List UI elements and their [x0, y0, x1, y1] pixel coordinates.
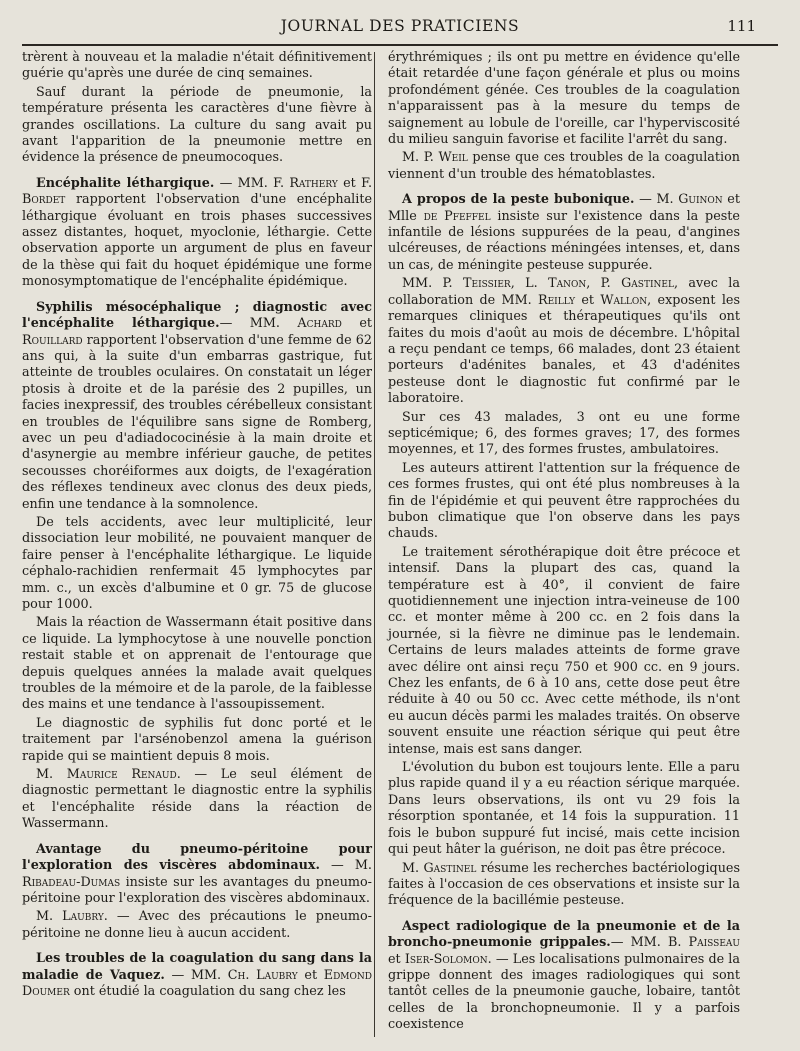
- text-run: et: [575, 292, 601, 308]
- text-run: M.: [402, 860, 424, 876]
- section-heading: Les troubles de la coagulation du sang dans la maladie de Vaquez.: [22, 951, 372, 983]
- author-name: F. Rathery: [273, 175, 338, 191]
- author-name: Rouillard: [22, 332, 83, 348]
- author-name: Iser-Solomon: [404, 951, 488, 967]
- text-run: M. P.: [402, 150, 439, 166]
- section-body: . — Les localisations pulmonaires de la grippe donnent des images radiologiques qui sont tantôt celles de la pneumonie gauche, lobaire, tantôt celles de la bronchopneumonie. Il y a parfois coexistence: [388, 951, 740, 1033]
- text-run: résume les recherches bactériologiques faites à l'occasion de ces observations et insiste sur la fréquence de la bacillémie pesteuse.: [388, 860, 741, 909]
- section-aspect-radiologique: [388, 919, 740, 1034]
- text-run: M.: [36, 909, 63, 925]
- author-name: Teissier: [463, 276, 511, 292]
- text-run: M.: [36, 767, 67, 783]
- journal-title: JOURNAL DES PRATICIENS: [280, 17, 520, 35]
- author-name: F. Bordet: [22, 175, 372, 208]
- paragraph: Le diagnostic de syphilis fut donc porté et le traitement par l'arsénobenzol amena la guérison rapide qui se maintient depuis 8 mois.: [22, 715, 372, 764]
- author-name: Maurice Renaud: [66, 767, 177, 783]
- text-run: , avec la collaboration de MM.: [388, 276, 740, 308]
- section-body: rapportent l'observation d'une encéphalite léthargique évoluant en trois phases successives assez distantes, hoquet, myoclonie, léthargie. Cette observation apporte un argument de plus en faveur de la thèse qui fait du hoquet épidémique une forme monosymptomatique de l'encéphalite épidémique.: [22, 192, 372, 290]
- section-pneumo-peritoine: [22, 842, 372, 908]
- author-name: Laubry: [62, 909, 104, 925]
- author-name: Edmond Doumer: [22, 967, 372, 999]
- author-name: Ribadeau-Dumas: [22, 874, 121, 890]
- text-run: , L.: [510, 276, 549, 292]
- author-name: Achard: [297, 316, 342, 332]
- paragraph: [22, 909, 372, 942]
- paragraph: [388, 276, 740, 407]
- section-body: ont étudié la coagulation du sang chez les: [69, 983, 346, 999]
- author-name: de Pfeffel: [423, 208, 491, 224]
- text-run: pense que ces troubles de la coagulation viennent d'un trouble des hématoblastes.: [388, 150, 741, 182]
- text-run: et Mlle: [388, 192, 740, 224]
- text-run: — MM.: [164, 967, 228, 983]
- paragraph: De tels accidents, avec leur multiplicité, leur dissociation leur mobilité, ne pouvaient manquer de faire penser à l'encéphalite léthargique. Le liquide céphalo-rachidien renfermait 45 lymphocytes par mm. c., un excès d'albumine et 0 gr. 75 de glucose pour 1000.: [22, 514, 372, 612]
- paragraph: Mais la réaction de Wassermann était positive dans ce liquide. La lymphocytose à une nouvelle ponction restait stable et on apprenait de l'entourage que depuis quelques années la malade avait quelques troubles de la mémoire et de la parole, de la faiblesse des mains et une tendance à l'assoupissement.: [22, 615, 372, 713]
- paragraph: Sauf durant la période de pneumonie, la température présenta les caractères d'une fièvre à grandes oscillations. La culture du sang avait pu avant l'apparition de la pneumonie mettre en évidence la présence de pneumocoques.: [22, 84, 372, 166]
- text-run: — MM. B.: [610, 935, 689, 951]
- author-name: Gastinel: [423, 860, 477, 876]
- text-run: MM. P.: [402, 276, 463, 292]
- text-run: et: [337, 175, 362, 191]
- author-name: Guinon: [678, 192, 723, 208]
- section-encephalite: [22, 176, 372, 291]
- section-heading: Aspect radiologique de la pneumonie et de la broncho-pneumonie grippales.: [388, 918, 740, 951]
- author-name: Gastinel: [621, 276, 674, 292]
- section-heading: Avantage du pneumo-péritoine pour l'exploration des viscères abdominaux.: [22, 841, 372, 874]
- page-header: [22, 14, 778, 46]
- column-divider: [374, 52, 375, 1037]
- text-run: et: [388, 951, 405, 967]
- text-run: . — Le seul élément de diagnostic permettant le diagnostic entre la syphilis et l'encéphalite réside dans la réaction de Wassermann.: [22, 767, 372, 832]
- paragraph: érythrémiques ; ils ont pu mettre en évidence qu'elle était retardée d'une façon générale et plus ou moins profondément génée. Ces troubles de la coagulation n'apparaissent pas à la mesure du temps de saignement au lobule de l'oreille, car l'hyperviscosité du milieu sanguin favorise et facilite l'arrêt du sang.: [388, 50, 740, 148]
- author-name: Reilly: [538, 292, 576, 308]
- right-column: [388, 50, 740, 1036]
- paragraph: Le traitement sérothérapique doit être précoce et intensif. Dans la plupart des cas, quand la température est à 40°, il convient de faire quotidiennement une injection intra-veineuse de 100 cc. et monter même à 200 cc. en 2 fois dans la journée, si la fièvre ne diminue pas le lendemain. Certains de leurs malades atteints de forme grave avec délire ont ainsi reçu 750 et 900 cc. en 9 jours. Chez les enfants, de 6 à 10 ans, cette dose peut être réduite à 40 ou 50 cc. Avec cette méthode, ils n'ont eu aucun décès parmi les malades traités. On observe souvent ensuite une réaction sérique qui peut être intense, mais est sans danger.: [388, 544, 740, 757]
- section-body: insiste sur l'existence dans la peste infantile de lésions suppurées de la peau, d'angines ulcéreuses, de réactions méningées intenses, et, dans un cas, de méningite pesteuse suppurée.: [388, 208, 740, 273]
- text-run: — MM.: [214, 175, 274, 191]
- section-coagulation: [22, 951, 372, 1000]
- paragraph: [388, 861, 740, 910]
- page-number: 111: [727, 17, 756, 35]
- section-heading: A propos de la peste bubonique.: [402, 192, 635, 208]
- paragraph: L'évolution du bubon est toujours lente. Elle a paru plus rapide quand il y a eu réaction sérique marquée. Dans leurs observations, ils ont vu 29 fois la résorption spontanée, et 14 fois la suppuration. 11 fois le bubon suppuré fut incisé, mais cette incision qui peut hâter la guérison, ne doit pas être précoce.: [388, 760, 740, 858]
- paragraph: Sur ces 43 malades, 3 ont eu une forme septicémique; 6, des formes graves; 17, des formes moyennes, et 17, des formes frustes, ambulatoires.: [388, 409, 740, 458]
- section-body: insiste sur les avantages du pneumo-péritoine pour l'exploration des viscères abdominaux.: [22, 874, 372, 906]
- author-name: Wallon: [600, 292, 648, 308]
- section-heading: Encéphalite léthargique.: [36, 175, 215, 191]
- paragraph: [388, 150, 740, 183]
- paragraph: trèrent à nouveau et la maladie n'était définitivement guérie qu'après une durée de cinq semaines.: [22, 50, 372, 82]
- left-column: [22, 50, 372, 1002]
- paragraph: [22, 767, 372, 833]
- author-name: Paisseau: [688, 935, 740, 951]
- author-name: Ch. Laubry: [227, 967, 298, 983]
- text-run: et: [297, 967, 324, 983]
- section-heading: Syphilis mésocéphalique ; diagnostic avec l'encéphalite léthargique.: [22, 299, 372, 332]
- section-body: rapportent l'observation d'une femme de 62 ans qui, à la suite d'un embarras gastrique, fut atteinte de troubles oculaires. On constatait un léger ptosis à droite et de la parésie des 2 pupilles, un facies inexpressif, des troubles cérébelleux consistant en troubles de l'équilibre sans signe de Romberg, avec un peu d'adiadococinésie à la main droite et d'asynergie au membre inférieur gauche, de petites secousses choréiformes aux doigts, de l'exagération des réflexes tendineux avec clonus des deux pieds, enfin une tendance à la somnolence.: [22, 332, 372, 512]
- text-run: . — Avec des précautions le pneumo-péritoine ne donne lieu à aucun accident.: [22, 909, 372, 941]
- author-name: Tanon: [548, 276, 587, 292]
- text-run: — M.: [634, 192, 679, 208]
- text-run: , exposent les remarques cliniques et thérapeutiques qu'ils ont faites du mois d'août au mois de décembre. L'hôpital a reçu pendant ce temps, 66 malades, dont 23 étaient porteurs d'adénites banales, et 43 d'adénites pesteuse dont le diagnostic fut confirmé par le laboratoire.: [388, 292, 740, 407]
- text-run: — MM.: [219, 316, 298, 332]
- section-peste-bubonique: [388, 192, 740, 274]
- text-run: et: [341, 316, 372, 332]
- text-run: , P.: [586, 276, 622, 292]
- section-syphilis: [22, 300, 372, 513]
- paragraph: Les auteurs attirent l'attention sur la fréquence de ces formes frustes, qui ont été plus nombreuses à la fin de l'épidémie et qui peuvent être rapprochées du bubon climatique que l'on observe dans les pays chauds.: [388, 460, 740, 542]
- author-name: Weil: [438, 150, 468, 166]
- text-run: — M.: [319, 858, 372, 874]
